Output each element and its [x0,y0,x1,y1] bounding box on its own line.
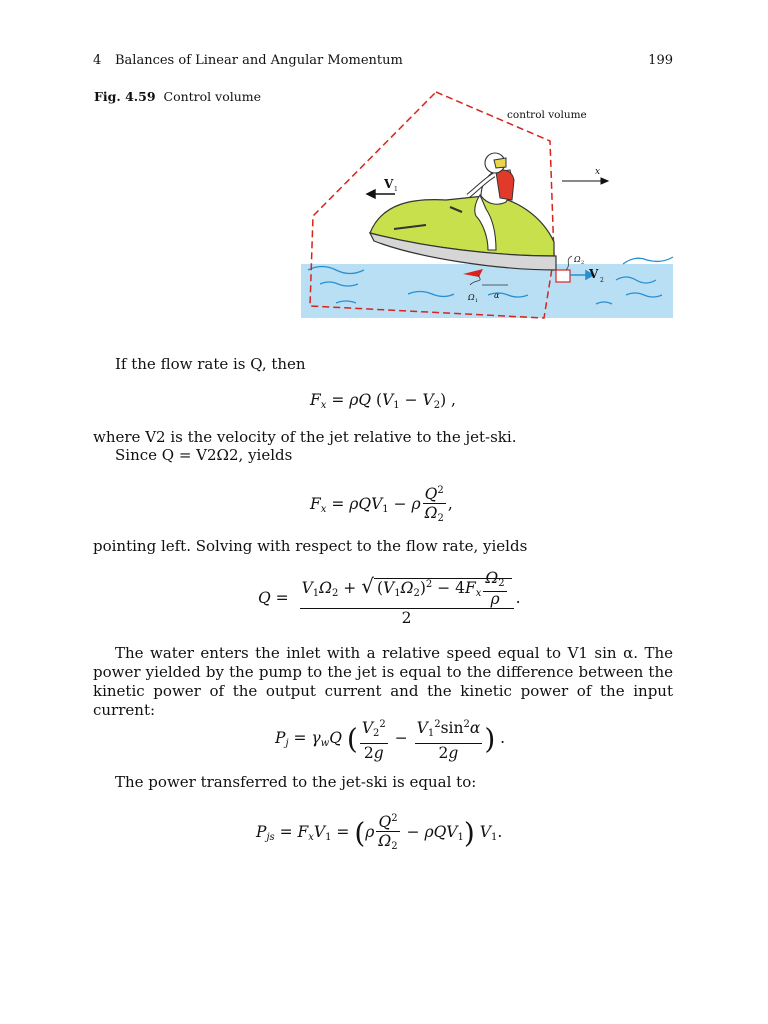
v1-label: V [384,177,394,191]
v1-subscript: 1 [394,186,398,193]
nozzle [556,270,570,282]
paragraph-2: where V2 is the velocity of the jet relative to the jet-ski. [93,428,517,446]
omega2-label: Ω [574,255,581,264]
alpha-label: α [494,291,500,300]
visor [494,158,506,168]
equation-flow-rate: Q = $V_1\Omega_2$ + √ $(V_1\Omega_2)^2 - 4F_x$ $\frac{\Omega_2}{\rho}$ 2 . [258,569,521,627]
x-axis-arrow [562,178,608,184]
paragraph-6: The power transferred to the jet-ski is equal to: [115,773,477,791]
page-number: 199 [648,53,673,68]
paragraph-3: Since Q = V2Ω2, yields [115,446,293,464]
jet-ski-figure [298,88,676,320]
figure-caption [94,89,261,104]
paragraph-1: If the flow rate is Q, then [115,355,306,373]
figure-label: Fig. 4.59 [94,89,156,104]
control-volume-label: control volume [507,109,587,121]
omega1-subscript: 1 [475,298,479,304]
equation-jet-ski-power: $P_{js} = F_xV_1 = (\rho$ $\frac{Q^2}{\Omega_2}$ − ρQV$_1$) $V_1$. [256,810,502,856]
x-axis-label: x [595,167,601,177]
chapter-number: 4 [93,53,102,68]
paragraph-4: pointing left. Solving with respect to the flow rate, yields [93,537,528,555]
v1-arrow [367,190,395,198]
equation-fx-1: $F_x = \rho Q$ $(V_1 - V_2)$ , [310,391,456,411]
chapter-title: Balances of Linear and Angular Momentum [115,53,403,68]
omega1-label: Ω [468,293,475,302]
figure-caption-text: Control volume [163,89,262,104]
equation-fx-2: $F_x = \rho QV_1 - \rho$ $\frac{Q^2}{\Omega_2}$ , [310,482,453,528]
omega2-subscript: 2 [581,260,585,266]
v2-label: V [589,267,599,281]
equation-pump-power: $P_j = \gamma_wQ$ ( $\frac{V_2^2}{2g}$ − $\frac{V_1^2\sin^2\alpha}{2g}$ ) . [275,716,505,762]
v2-subscript: 2 [600,277,604,284]
paragraph-5: The water enters the inlet with a relative speed equal to V1 sin α. The power yielded by the pump to the jet is equal to the difference between the kinetic power of the output current and the kinetic power of the input current: [93,644,673,719]
